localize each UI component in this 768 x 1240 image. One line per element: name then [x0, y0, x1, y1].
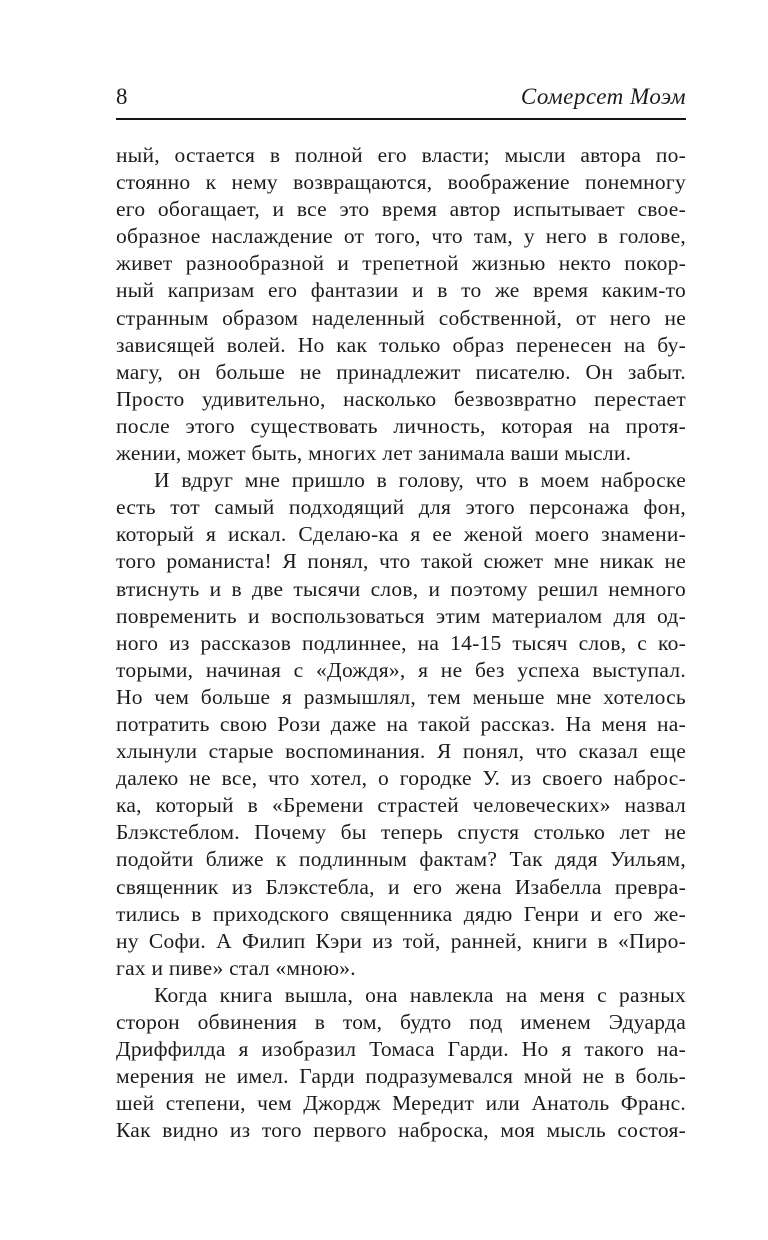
- page-header: [116, 84, 686, 118]
- text-line: его обогащает, и все это время автор испытывает свое-: [116, 197, 686, 222]
- page-content: [116, 84, 686, 1144]
- text-line: Блэкстеблом. Почему бы теперь спустя столько лет не: [116, 820, 686, 845]
- text-line: торыми, начиная с «Дождя», я не без успеха выступал.: [116, 657, 686, 682]
- text-line: гах и пиве» стал «мною».: [116, 955, 356, 980]
- text-line: после этого существовать личность, которая на протя-: [116, 413, 686, 438]
- text-line: жении, может быть, многих лет занимала ваши мысли.: [116, 441, 632, 466]
- text-line: ка, который в «Бремени страстей человеческих» назвал: [116, 793, 686, 818]
- header-rule: [116, 118, 686, 120]
- text-line: ный капризам его фантазии и в то же время каким-то: [116, 278, 686, 303]
- text-line: Как видно из того первого наброска, моя мысль состоя-: [116, 1118, 686, 1143]
- text-line: ну Софи. А Филип Кэри из той, ранней, книги в «Пиро-: [116, 928, 686, 953]
- text-line: священник из Блэкстебла, и его жена Изабелла превра-: [116, 874, 686, 899]
- text-line: живет разнообразной и трепетной жизнью некто покор-: [116, 251, 686, 276]
- text-line: ного из рассказов подлиннее, на 14-15 тысяч слов, с ко-: [116, 630, 686, 655]
- text-line: образное наслаждение от того, что там, у него в голове,: [116, 224, 686, 249]
- text-line: зависящей волей. Но как только образ перенесен на бу-: [116, 332, 686, 357]
- text-line: далеко не все, что хотел, о городке У. из своего наброс-: [116, 766, 686, 791]
- text-line: Просто удивительно, насколько безвозвратно перестает: [116, 386, 686, 411]
- text-line: И вдруг мне пришло в голову, что в моем наброске: [154, 468, 686, 493]
- text-line: мерения не имел. Гарди подразумевался мной не в боль-: [116, 1064, 686, 1089]
- paragraph: [116, 982, 686, 1145]
- text-line: подойти ближе к подлинным фактам? Так дядя Уильям,: [116, 847, 686, 872]
- text-line: стоянно к нему возвращаются, воображение понемногу: [116, 170, 686, 195]
- page-number: 8: [116, 84, 128, 109]
- text-line: шей степени, чем Джордж Мередит или Анатоль Франс.: [116, 1091, 686, 1116]
- text-line: хлынули старые воспоминания. Я понял, что сказал еще: [116, 739, 686, 764]
- text-line: потратить свою Рози даже на такой рассказ. На меня на-: [116, 711, 686, 736]
- text-line: ный, остается в полной его власти; мысли автора по-: [116, 143, 686, 167]
- text-line: повременить и воспользоваться этим материалом для од-: [116, 603, 686, 628]
- text-line: сторон обвинения в том, будто под именем Эдуарда: [116, 1010, 686, 1034]
- text-line: магу, он больше не принадлежит писателю. Он забыт.: [116, 359, 686, 384]
- text-line: втиснуть и в две тысячи слов, и поэтому решил немного: [116, 576, 686, 601]
- text-line: Когда книга вышла, она навлекла на меня с разных: [154, 982, 686, 1007]
- text-line: Но чем больше я размышлял, тем меньше мне хотелось: [116, 684, 686, 709]
- text-block: [116, 142, 686, 1144]
- text-line: странным образом наделенный собственной, от него не: [116, 305, 686, 330]
- paragraph: [116, 142, 686, 467]
- paragraph: [116, 467, 686, 982]
- text-line: Дриффилда я изобразил Томаса Гарди. Но я такого на-: [116, 1037, 686, 1062]
- text-line: который я искал. Сделаю-ка я ее женой моего знамени-: [116, 522, 686, 547]
- text-line: того романиста! Я понял, что такой сюжет мне никак не: [116, 549, 686, 574]
- text-line: есть тот самый подходящий для этого персонажа фон,: [116, 495, 686, 520]
- text-line: тились в приходского священника дядю Генри и его же-: [116, 901, 686, 926]
- running-title-author: Сомерсет Моэм: [520, 84, 686, 109]
